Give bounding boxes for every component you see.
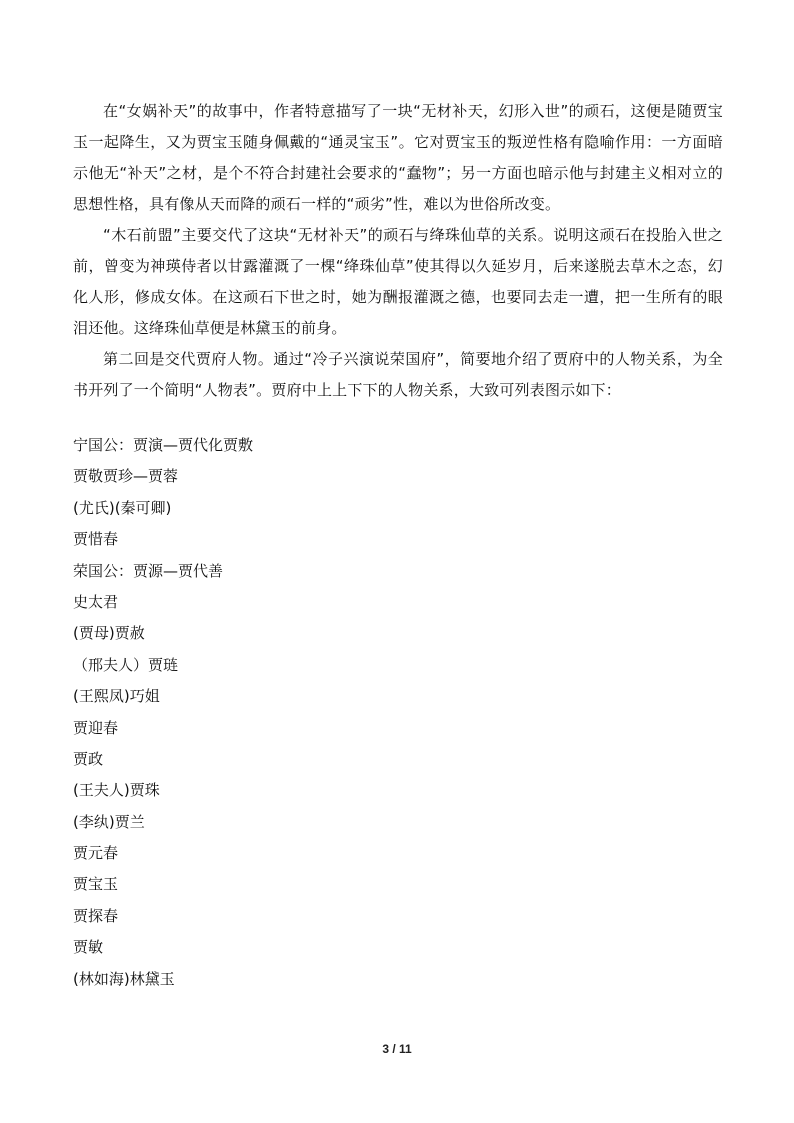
- family-line: 贾元春: [73, 844, 119, 863]
- family-line: 宁国公：贾演—贾代化贾敷: [73, 436, 254, 454]
- family-line: （邢夫人）贾琏: [73, 655, 179, 674]
- family-line: (王夫人)贾珠: [73, 781, 160, 800]
- family-line: 贾惜春: [73, 530, 119, 549]
- family-line: 史太君: [73, 592, 119, 611]
- family-line: 贾政: [73, 749, 104, 768]
- family-line: 贾宝玉: [73, 875, 119, 894]
- family-line: (尤氏)(秦可卿): [73, 498, 172, 517]
- family-line: 贾敏: [73, 938, 104, 957]
- family-line: (李纨)贾兰: [73, 812, 145, 831]
- page-number: 3 / 11: [382, 1042, 412, 1056]
- document-body: [73, 96, 723, 995]
- paragraph-chapter-two: 第二回是交代贾府人物。通过“冷子兴演说荣国府”，简要地介绍了贾府中的人物关系，为全书开列了一个简明“人物表”。贾府中上上下下的人物关系，大致可列表图示如下：: [73, 350, 723, 399]
- section-spacer: [73, 406, 723, 430]
- family-line: 贾敬贾珍—贾蓉: [73, 467, 179, 486]
- paragraph-mushi-qianmeng: “木石前盟”主要交代了这块“无材补天”的顽石与绛珠仙草的关系。说明这顽石在投胎入世之前，曾变为神瑛侍者以甘露灌溉了一棵“绛珠仙草”使其得以久延岁月，后来遂脱去草木之态，幻化人形，修成女体。在这顽石下世之时，她为酬报灌溉之德，也要同去走一遭，把一生所有的眼泪还他。这绛珠仙草便是林黛玉的前身。: [73, 226, 723, 337]
- family-line: (贾母)贾赦: [73, 624, 145, 643]
- family-line: 贾迎春: [73, 718, 119, 737]
- paragraph-nuwa-story: 在“女娲补天”的故事中，作者特意描写了一块“无材补天，幻形入世”的顽石，这便是随贾宝玉一起降生，又为贾宝玉随身佩戴的“通灵宝玉”。它对贾宝玉的叛逆性格有隐喻作用：一方面暗示他无“补天”之材，是个不符合封建社会要求的“蠢物”；另一方面也暗示他与封建主义相对立的思想性格，具有像从天而降的顽石一样的“顽劣”性，难以为世俗所改变。: [73, 102, 723, 213]
- family-line: 荣国公：贾源—贾代善: [73, 561, 224, 580]
- family-line: (林如海)林黛玉: [73, 969, 175, 988]
- family-line: (王熙凤)巧姐: [73, 687, 160, 706]
- family-relationship-list: [73, 430, 723, 995]
- family-line: 贾探春: [73, 906, 119, 925]
